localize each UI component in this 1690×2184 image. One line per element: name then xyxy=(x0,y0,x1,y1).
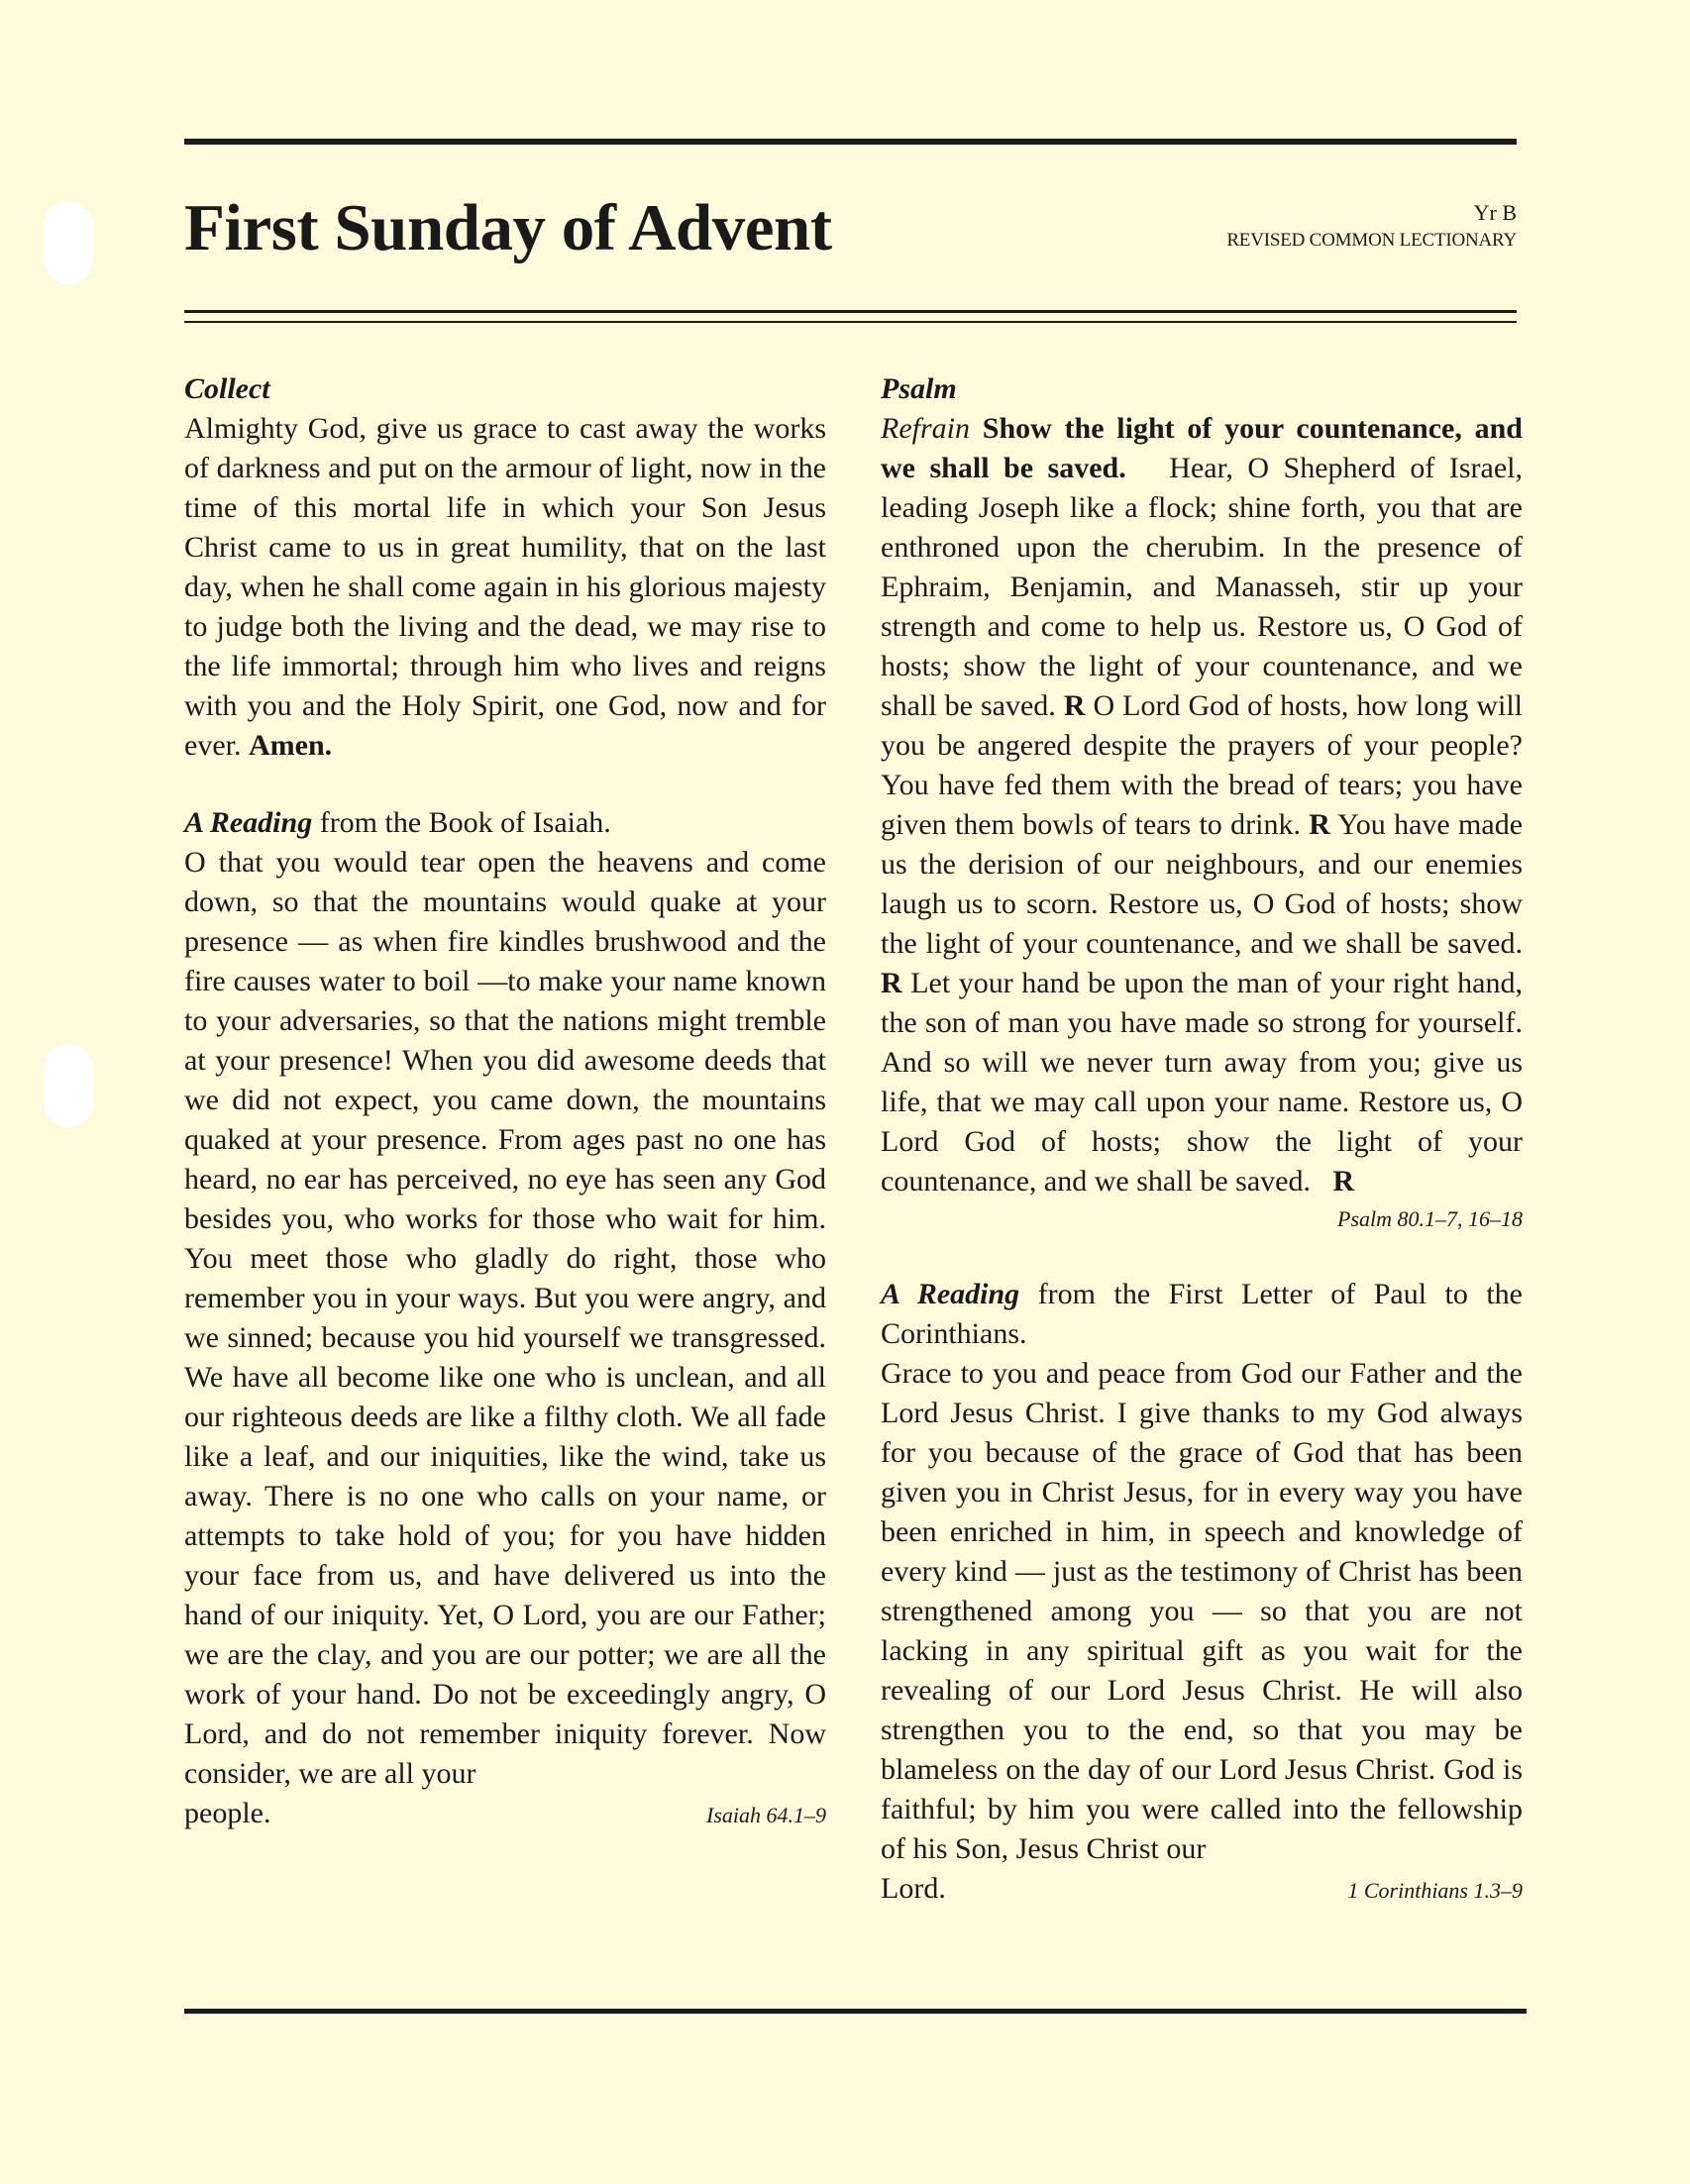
psalm-part: Let your hand be upon the man of your right hand, the son of man you have made so strong for yourself. And so will we never turn away from you; give us life, that we may call upon your name. Restore us, O Lord God of hosts; show the light of your countenance, and we shall be saved. xyxy=(881,967,1523,1197)
bottom-rule xyxy=(184,2009,1527,2014)
lectionary-info xyxy=(1226,198,1517,254)
collect-body: Almighty God, give us grace to cast away the works of darkness and put on the armour of light, now in the time of this mortal life in which your Son Jesus Christ came to us in great humility, that on the last day, when he shall come again in his glorious majesty to judge both the living and the dead, we may rise to the life immortal; through him who lives and reigns with you and the Holy Spirit, one God, now and for ever. xyxy=(184,412,826,762)
psalm-part: You have made us the derision of our neighbours, and our enemies laugh us to scorn. Restore us, O God of hosts; show the light of your countenance, and we shall be saved. xyxy=(881,808,1524,960)
punch-hole xyxy=(44,201,93,284)
top-rule xyxy=(184,139,1517,145)
refrain-mark: R xyxy=(1332,1165,1355,1197)
second-reading-intro xyxy=(881,1275,1523,1354)
reading-last-word: Lord. xyxy=(881,1872,946,1905)
header-double-rule xyxy=(184,310,1517,313)
psalm-part: Hear, O Shepherd of Israel, leading Joseph like a flock; shine forth, you that are enthroned upon the cherubim. In the presence of Ephraim, Benjamin, and Manasseh, stir up your strength and come to help us. Restore us, O God of hosts; show the light of your countenance, and we shall be saved. xyxy=(881,452,1524,722)
refrain-mark: R xyxy=(1309,808,1330,841)
punch-hole xyxy=(44,1044,93,1127)
reading-label: A Reading xyxy=(184,806,313,839)
reading-citation: Isaiah 64.1–9 xyxy=(706,1803,826,1827)
refrain-mark: R xyxy=(1063,689,1086,722)
psalm-part: O Lord God of hosts, how long will you be angered despite the prayers of your people? You have fed them with the bread of tears; you have given them bowls of tears to drink. xyxy=(881,689,1524,841)
right-column xyxy=(881,369,1523,1911)
first-reading-intro xyxy=(184,803,826,843)
first-reading-end xyxy=(184,1794,826,1835)
refrain-label: Refrain xyxy=(881,412,970,445)
reading-label: A Reading xyxy=(881,1278,1020,1310)
amen: Amen. xyxy=(248,729,333,762)
collect-heading: Collect xyxy=(184,372,270,405)
reading-source: from the First Letter of Paul to the Corinthians. xyxy=(881,1278,1524,1350)
second-reading-end xyxy=(881,1869,1523,1911)
reading-citation: 1 Corinthians 1.3–9 xyxy=(1347,1878,1523,1903)
psalm-text xyxy=(881,409,1523,1201)
second-reading-text: Grace to you and peace from God our Father and the Lord Jesus Christ. I give thanks to my God always for you because of the grace of God that has been given you in Christ Jesus, for in every way you have been enriched in him, in speech and knowledge of every kind — just as the testimony of Christ has been strengthened among you — so that you are not lacking in any spiritual gift as you wait for the revealing of our Lord Jesus Christ. He will also strengthen you to the end, so that you may be blameless on the day of our Lord Jesus Christ. God is faithful; by him you were called into the fellowship of his Son, Jesus Christ our xyxy=(881,1357,1523,1865)
page-title: First Sunday of Advent xyxy=(184,191,832,264)
reading-source: from the Book of Isaiah. xyxy=(319,806,611,839)
year-label: Yr B xyxy=(1473,200,1517,225)
psalm-citation: Psalm 80.1–7, 16–18 xyxy=(1337,1206,1523,1231)
header-double-rule xyxy=(184,321,1517,323)
psalm-heading: Psalm xyxy=(881,372,957,405)
first-reading-text: O that you would tear open the heavens and come down, so that the mountains would quake at your presence — as when fire kindles brushwood and the fire causes water to boil —to make your name known to your adversaries, so that the nations might tremble at your presence! When you did awesome deeds that we did not expect, you came down, the mountains quaked at your presence. From ages past no one has heard, no ear has perceived, no eye has seen any God besides you, who works for those who wait for him. You meet those who gladly do right, those who remember you in your ways. But you were angry, and we sinned; because you hid yourself we transgressed. We have all become like one who is unclean, and all our righteous deeds are like a filthy cloth. We all fade like a leaf, and our iniquities, like the wind, take us away. There is no one who calls on your name, or attempts to take hold of you; for you have hidden your face from us, and have delivered us into the hand of our iniquity. Yet, O Lord, you are our Father; we are the clay, and you are our potter; we are all the work of your hand. Do not be exceedingly angry, O Lord, and do not remember iniquity forever. Now consider, we are all your xyxy=(184,846,826,1790)
left-column xyxy=(184,369,826,1835)
refrain-mark: R xyxy=(881,967,902,999)
reading-last-word: people. xyxy=(184,1797,271,1829)
refrain-text: Show the light of your countenance, and we shall be saved. xyxy=(881,412,1523,484)
lectionary-name: REVISED COMMON LECTIONARY xyxy=(1226,230,1517,251)
collect-text xyxy=(184,409,826,766)
